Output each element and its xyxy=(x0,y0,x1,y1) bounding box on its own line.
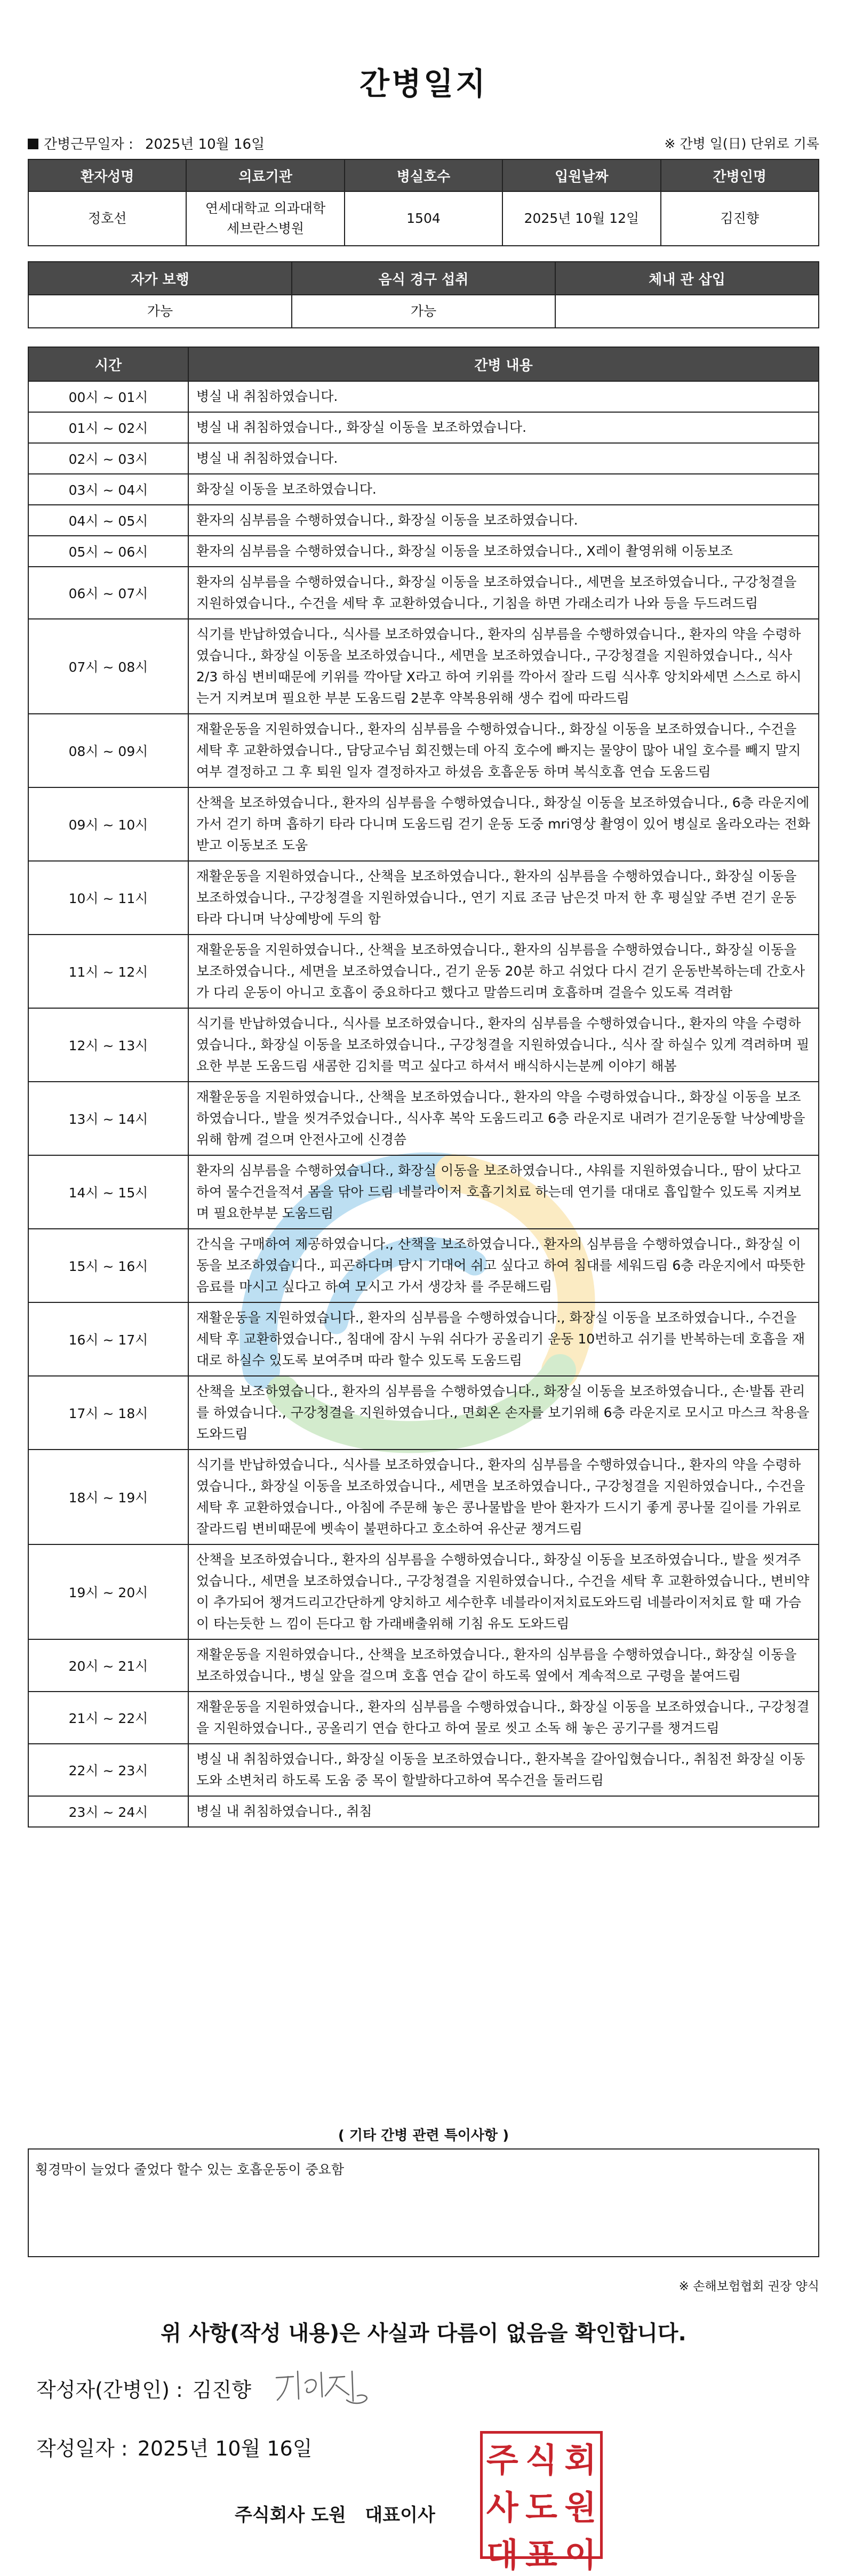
seal-char: 주 xyxy=(486,2441,518,2480)
written-date-value: 2025년 10월 16일 xyxy=(137,2437,313,2460)
table-row xyxy=(28,714,819,787)
row-content: 병실 내 취침하였습니다., 화장실 이동을 보조하였습니다. xyxy=(188,412,819,443)
seal-char: 식 xyxy=(525,2441,557,2480)
seal-char: 도 xyxy=(525,2488,557,2527)
table-row xyxy=(28,536,819,567)
bullet-square-icon xyxy=(28,139,38,149)
row-time: 21시 ~ 22시 xyxy=(28,1692,188,1744)
table-row xyxy=(28,505,819,536)
seal-char: 원 xyxy=(564,2488,597,2527)
row-content: 재활운동을 지원하였습니다., 산책을 보조하였습니다., 환자의 심부름을 수행하였습니다., 화장실 이동을 보조하였습니다., 구강청결을 지원하였습니다., 연기 지료 조금 남은것 마저 한 후 평실앞 주변 걷기 운동 타라 다니며 낙상예방에 두의 함 xyxy=(188,861,819,935)
row-content: 환자의 심부름을 수행하였습니다., 화장실 이동을 보조하였습니다., 샤워를 지원하였습니다., 땀이 났다고 하여 물수건을적셔 몸을 닦아 드림 네블라이저 호흡기치료 하는데 연기를 대대로 흡입할수 있도록 지켜보며 필요한부분 도움드림 xyxy=(188,1155,819,1229)
row-time: 06시 ~ 07시 xyxy=(28,567,188,619)
row-time: 23시 ~ 24시 xyxy=(28,1796,188,1827)
header-room: 병실호수 xyxy=(345,159,502,191)
recommendation-note: ※ 손해보험협회 권장 양식 xyxy=(678,2280,819,2293)
seal-char: 사 xyxy=(486,2488,518,2527)
work-date-label: 간병근무일자 : xyxy=(44,136,133,152)
row-content: 산책을 보조하였습니다., 환자의 심부름을 수행하였습니다., 화장실 이동을 보조하였습니다., 발을 씻겨주었습니다., 세면을 보조하였습니다., 구강청결을 지원하였습니다., 수건을 세탁 후 교환하였습니다., 변비약이 추가되어 챙겨드리고간단하게 양치하고 세수한후 네블라이저치료도와드림 네블라이저치료 할 때 가슴이 타는듯한 느 낌이 든다고 함 가래배출위해 기침 유도 도와드림 xyxy=(188,1544,819,1639)
self-walk-value: 가능 xyxy=(28,295,292,328)
row-content: 산책을 보조하였습니다., 환자의 심부름을 수행하였습니다., 화장실 이동을 보조하였습니다., 손·발톱 관리를 하였습니다., 구강청결을 지원하였습니다., 면회온 손자를 보기위해 6층 라운지로 모시고 마스크 착용을 도와드림 xyxy=(188,1376,819,1450)
row-time: 05시 ~ 06시 xyxy=(28,536,188,567)
company-seal xyxy=(480,2431,603,2574)
header-time: 시간 xyxy=(28,347,188,381)
row-content: 식기를 반납하였습니다., 식사를 보조하였습니다., 환자의 심부름을 수행하였습니다., 환자의 약을 수령하였습니다., 화장실 이동을 보조하였습니다., 세면을 보조하였습니다., 구강청결을 지원하였습니다., 수건을 세탁 후 교환하였습니다., 아침에 주문해 놓은 콩나물밥을 받아 환자가 드시기 좋게 콩나물 길이를 가위로 잘라드림 변비때문에 벳속이 불편하다고 호소하여 유산균 챙겨드림 xyxy=(188,1450,819,1544)
table-row xyxy=(28,1008,819,1082)
row-content: 환자의 심부름을 수행하였습니다., 화장실 이동을 보조하였습니다., 세면을 보조하였습니다., 구강청결을 지원하였습니다., 수건을 세탁 후 교환하였습니다., 기침을 하면 가래소리가 나와 등을 두드려드림 xyxy=(188,567,819,619)
row-time: 12시 ~ 13시 xyxy=(28,1008,188,1082)
row-content: 재활운동을 지원하였습니다., 환자의 심부름을 수행하였습니다., 화장실 이동을 보조하였습니다., 구강청결을 지원하였습니다., 공올리기 연습 한다고 하여 물로 씻고 소독 해 놓은 공기구를 챙겨드림 xyxy=(188,1692,819,1744)
table-row xyxy=(28,787,819,861)
header-caregiver-name: 간병인명 xyxy=(661,159,819,191)
table-row xyxy=(28,935,819,1008)
header-tube: 체내 관 삽입 xyxy=(555,262,819,295)
table-row xyxy=(28,381,819,412)
row-content: 화장실 이동을 보조하였습니다. xyxy=(188,474,819,505)
ability-table xyxy=(28,261,819,328)
meta-row xyxy=(28,133,819,155)
row-content: 간식을 구매하여 제공하였습니다., 산책을 보조하였습니다., 환자의 심부름을 수행하였습니다., 화장실 이동을 보조하였습니다., 피곤하다며 담시 기대어 쉬고 싶다고 하여 침대를 세워드림 6층 라운지에서 따뜻한 음료를 마시고 싶다고 하여 모시고 가서 생강차 를 주문해드림 xyxy=(188,1229,819,1302)
row-time: 00시 ~ 01시 xyxy=(28,381,188,412)
table-row xyxy=(28,1744,819,1796)
row-time: 07시 ~ 08시 xyxy=(28,619,188,714)
row-time: 08시 ~ 09시 xyxy=(28,714,188,787)
row-time: 09시 ~ 10시 xyxy=(28,787,188,861)
row-time: 17시 ~ 18시 xyxy=(28,1376,188,1450)
table-row xyxy=(28,1692,819,1744)
row-content: 재활운동을 지원하였습니다., 환자의 심부름을 수행하였습니다., 화장실 이동을 보조하였습니다., 수건을 세탁 후 교환하였습니다., 침대에 잠시 누워 쉬다가 공올리기 운동 10번하고 쉬기를 반복하는데 호흡을 재대로 하실수 있도록 보여주며 따라 할수 있도록 도움드림 xyxy=(188,1302,819,1376)
writer-line xyxy=(36,2373,251,2403)
table-row xyxy=(28,567,819,619)
row-time: 02시 ~ 03시 xyxy=(28,443,188,474)
table-row xyxy=(28,412,819,443)
work-date xyxy=(28,133,265,153)
row-content: 병실 내 취침하였습니다. xyxy=(188,443,819,474)
care-log-table xyxy=(28,347,819,1828)
table-row xyxy=(28,1302,819,1376)
document-title: 간병일지 xyxy=(359,66,488,102)
header-patient-name: 환자성명 xyxy=(28,159,186,191)
oral-intake-value: 가능 xyxy=(292,295,555,328)
table-row xyxy=(28,1639,819,1692)
row-time: 18시 ~ 19시 xyxy=(28,1450,188,1544)
work-date-value: 2025년 10월 16일 xyxy=(145,136,265,152)
seal-char: 이 xyxy=(564,2535,597,2574)
row-content: 재활운동을 지원하였습니다., 환자의 심부름을 수행하였습니다., 화장실 이동을 보조하였습니다., 수건을 세탁 후 교환하였습니다., 담당교수님 회진했는데 아직 호수에 빠지는 물양이 많아 내일 호수를 빼지 말지 여부 결정하고 그 후 퇴원 일자 결정하자고 하셨음 호흡운동 하며 복식호흡 연습 도움드림 xyxy=(188,714,819,787)
writer-name: 김진향 xyxy=(192,2378,251,2402)
row-content: 식기를 반납하였습니다., 식사를 보조하였습니다., 환자의 심부름을 수행하였습니다., 환자의 약을 수령하였습니다., 화장실 이동을 보조하였습니다., 세면을 보조하였습니다., 구강청결을 지원하였습니다., 식사 2/3 하심 변비때문에 키위를 깍아달 X라고 하여 키위를 깍아서 잘라 드림 식사후 앙치와세면 스스로 하시는거 지켜보며 필요한 부분 도움드림 2분후 약복용위해 생수 컵에 따라드림 xyxy=(188,619,819,714)
patient-name: 정호선 xyxy=(28,191,186,246)
row-time: 16시 ~ 17시 xyxy=(28,1302,188,1376)
row-time: 20시 ~ 21시 xyxy=(28,1639,188,1692)
row-time: 11시 ~ 12시 xyxy=(28,935,188,1008)
row-time: 01시 ~ 02시 xyxy=(28,412,188,443)
seal-char: 표 xyxy=(525,2535,557,2574)
row-content: 병실 내 취침하였습니다., 화장실 이동을 보조하였습니다., 환자복을 갈아입혔습니다., 취침전 화장실 이동도와 소변처리 하도록 도움 중 목이 할발하다고하여 목수건을 둘러드림 xyxy=(188,1744,819,1796)
table-row xyxy=(28,1450,819,1544)
header-hospital: 의료기관 xyxy=(186,159,344,191)
table-row xyxy=(28,1796,819,1827)
writer-label: 작성자(간병인) : xyxy=(36,2378,183,2402)
row-content: 식기를 반납하였습니다., 식사를 보조하였습니다., 환자의 심부름을 수행하였습니다., 환자의 약을 수령하였습니다., 화장실 이동을 보조하였습니다., 구강청결을 지원하였습니다., 식사 잘 하실수 있게 격려하며 필요한 부분 도움드림 새콤한 김치를 먹고 싶다고 하셔서 배식하시는분께 이야기 해봄 xyxy=(188,1008,819,1082)
table-row xyxy=(28,1155,819,1229)
header-self-walk: 자가 보행 xyxy=(28,262,292,295)
row-time: 19시 ~ 20시 xyxy=(28,1544,188,1639)
notes-text: 횡경막이 늘었다 줄었다 할수 있는 호흡운동이 중요함 xyxy=(35,2162,344,2177)
row-time: 13시 ~ 14시 xyxy=(28,1082,188,1155)
row-content: 재활운동을 지원하였습니다., 산책을 보조하였습니다., 환자의 약을 수령하였습니다., 화장실 이동을 보조하였습니다., 발을 씻겨주었습니다., 식사후 복악 도움드리고 6층 라운지로 내려가 걷기운동할 낙상예방을 위해 함께 걸으며 안전사고에 신경씀 xyxy=(188,1082,819,1155)
written-date-line xyxy=(36,2432,312,2461)
header-oral-intake: 음식 경구 섭취 xyxy=(292,262,555,295)
unit-note: ※ 간병 일(日) 단위로 기록 xyxy=(664,136,819,151)
row-time: 10시 ~ 11시 xyxy=(28,861,188,935)
row-time: 03시 ~ 04시 xyxy=(28,474,188,505)
row-content: 산책을 보조하였습니다., 환자의 심부름을 수행하였습니다., 화장실 이동을 보조하였습니다., 6층 라운지에 가서 걷기 하며 흡하기 타라 다니며 도움드림 걷기 운동 도중 mri영상 촬영이 있어 병실로 올라오라는 전화받고 이동보조 도움 xyxy=(188,787,819,861)
written-date-label: 작성일자 : xyxy=(36,2437,128,2460)
notes-title: ( 기타 간병 관련 특이사항 ) xyxy=(338,2128,509,2144)
tube-value xyxy=(555,295,819,328)
row-time: 14시 ~ 15시 xyxy=(28,1155,188,1229)
confirmation-statement: 위 사항(작성 내용)은 사실과 다름이 없음을 확인합니다. xyxy=(161,2321,686,2346)
caregiver-name: 김진향 xyxy=(661,191,819,246)
table-row xyxy=(28,861,819,935)
hospital-name: 연세대학교 의과대학 세브란스병원 xyxy=(186,191,344,246)
table-row xyxy=(28,443,819,474)
row-content: 재활운동을 지원하였습니다., 산책을 보조하였습니다., 환자의 심부름을 수행하였습니다., 화장실 이동을 보조하였습니다., 병실 앞을 걸으며 호흡 연습 같이 하도록 옆에서 계속적으로 구령을 붙여드림 xyxy=(188,1639,819,1692)
table-row xyxy=(28,474,819,505)
table-row xyxy=(28,1544,819,1639)
header-admission-date: 입원날짜 xyxy=(502,159,660,191)
table-row xyxy=(28,619,819,714)
row-time: 15시 ~ 16시 xyxy=(28,1229,188,1302)
notes-box xyxy=(28,2148,819,2257)
patient-info-table xyxy=(28,159,819,246)
handwritten-signature xyxy=(272,2362,373,2410)
table-row xyxy=(28,1082,819,1155)
header-care-content: 간병 내용 xyxy=(188,347,819,381)
row-content: 재활운동을 지원하였습니다., 산책을 보조하였습니다., 환자의 심부름을 수행하였습니다., 화장실 이동을 보조하였습니다., 세면을 보조하였습니다., 걷기 운동 20분 하고 쉬었다 다시 걷기 운동반복하는데 간호사가 다리 운동이 아니고 호흡이 중요하다고 했다고 말씀드리며 호흡하며 걸을수 있도록 격려함 xyxy=(188,935,819,1008)
admission-date: 2025년 10월 12일 xyxy=(502,191,660,246)
company-name: 주식회사 도원 대표이사 xyxy=(235,2505,435,2526)
row-content: 병실 내 취침하였습니다., 취침 xyxy=(188,1796,819,1827)
seal-char: 회 xyxy=(564,2441,597,2480)
row-time: 04시 ~ 05시 xyxy=(28,505,188,536)
room-number: 1504 xyxy=(345,191,502,246)
seal-char: 대 xyxy=(486,2535,518,2574)
table-row xyxy=(28,1229,819,1302)
row-time: 22시 ~ 23시 xyxy=(28,1744,188,1796)
row-content: 환자의 심부름을 수행하였습니다., 화장실 이동을 보조하였습니다. xyxy=(188,505,819,536)
table-row xyxy=(28,1376,819,1450)
row-content: 환자의 심부름을 수행하였습니다., 화장실 이동을 보조하였습니다., X레이 촬영위해 이동보조 xyxy=(188,536,819,567)
row-content: 병실 내 취침하였습니다. xyxy=(188,381,819,412)
